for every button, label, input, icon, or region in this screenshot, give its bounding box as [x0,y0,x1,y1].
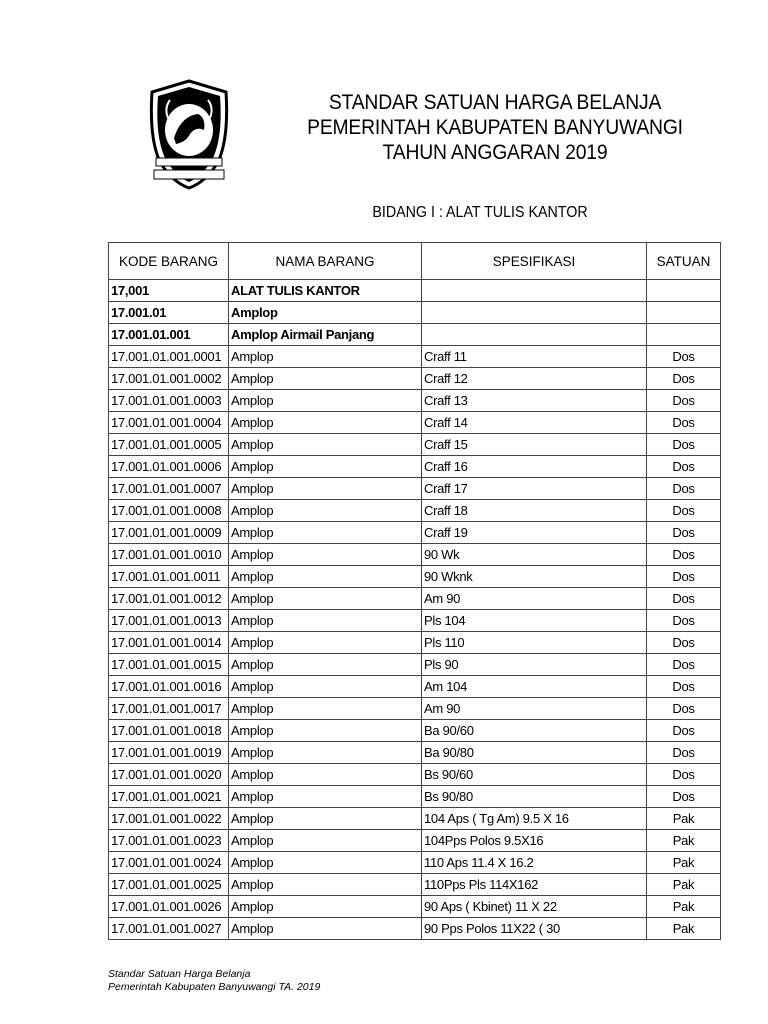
cell-code: 17.001.01.001.0014 [109,632,229,654]
cell-spec [422,280,647,302]
cell-spec: Ba 90/60 [422,720,647,742]
table-row [109,500,721,522]
cell-unit: Dos [647,500,721,522]
cell-spec: Craff 16 [422,456,647,478]
cell-code: 17.001.01.001.0010 [109,544,229,566]
cell-name: Amplop [229,874,422,896]
cell-spec: 90 Wk [422,544,647,566]
cell-name: Amplop [229,368,422,390]
cell-code: 17.001.01.001.0008 [109,500,229,522]
cell-code: 17.001.01.001.0023 [109,830,229,852]
table-row [109,720,721,742]
cell-unit: Dos [647,742,721,764]
table-row [109,742,721,764]
cell-name: Amplop [229,434,422,456]
cell-code: 17.001.01.001.0024 [109,852,229,874]
cell-spec: 104Pps Polos 9.5X16 [422,830,647,852]
cell-name: Amplop [229,852,422,874]
cell-code: 17.001.01.001.0006 [109,456,229,478]
cell-unit: Dos [647,478,721,500]
cell-unit: Dos [647,632,721,654]
cell-name: Amplop [229,654,422,676]
cell-name: Amplop [229,720,422,742]
column-header-name: NAMA BARANG [229,243,422,280]
cell-code: 17.001.01.001.0009 [109,522,229,544]
cell-code: 17.001.01 [109,302,229,324]
table-row [109,786,721,808]
cell-spec: 110 Aps 11.4 X 16.2 [422,852,647,874]
table-row [109,632,721,654]
cell-unit: Pak [647,830,721,852]
cell-code: 17.001.01.001.0017 [109,698,229,720]
table-row [109,764,721,786]
cell-unit: Dos [647,786,721,808]
cell-spec: Craff 19 [422,522,647,544]
cell-unit: Dos [647,654,721,676]
cell-spec: Craff 18 [422,500,647,522]
cell-name: Amplop [229,302,422,324]
cell-name: ALAT TULIS KANTOR [229,280,422,302]
cell-name: Amplop Airmail Panjang [229,324,422,346]
cell-unit: Dos [647,346,721,368]
document-title [270,90,720,165]
table-row [109,610,721,632]
cell-code: 17.001.01.001.0019 [109,742,229,764]
cell-name: Amplop [229,610,422,632]
table-row [109,346,721,368]
cell-code: 17,001 [109,280,229,302]
cell-name: Amplop [229,698,422,720]
table-row [109,918,721,940]
cell-unit: Pak [647,874,721,896]
cell-code: 17.001.01.001.0002 [109,368,229,390]
table-row [109,852,721,874]
table-row [109,808,721,830]
cell-code: 17.001.01.001.0013 [109,610,229,632]
cell-spec: 90 Pps Polos 11X22 ( 30 [422,918,647,940]
banyuwangi-emblem-logo [146,78,232,190]
table-row [109,896,721,918]
cell-name: Amplop [229,786,422,808]
cell-spec: Craff 11 [422,346,647,368]
cell-spec: Craff 12 [422,368,647,390]
table-row [109,434,721,456]
cell-unit: Dos [647,698,721,720]
cell-code: 17.001.01.001.0004 [109,412,229,434]
section-subtitle: BIDANG I : ALAT TULIS KANTOR [372,204,588,221]
cell-code: 17.001.01.001.0012 [109,588,229,610]
table-row [109,874,721,896]
cell-spec: Craff 15 [422,434,647,456]
price-standard-table [108,242,721,940]
table-row [109,654,721,676]
cell-code: 17.001.01.001.0011 [109,566,229,588]
column-header-code: KODE BARANG [109,243,229,280]
cell-code: 17.001.01.001.0022 [109,808,229,830]
cell-spec: Pls 104 [422,610,647,632]
cell-spec: Pls 90 [422,654,647,676]
cell-name: Amplop [229,500,422,522]
table-row [109,566,721,588]
table-row [109,412,721,434]
cell-code: 17.001.01.001.0020 [109,764,229,786]
cell-spec: Am 104 [422,676,647,698]
table-row [109,368,721,390]
table-row [109,676,721,698]
table-row [109,698,721,720]
table-row [109,302,721,324]
page-footer [108,968,320,994]
cell-name: Amplop [229,456,422,478]
cell-spec: Bs 90/60 [422,764,647,786]
title-line-2: PEMERINTAH KABUPATEN BANYUWANGI [307,116,683,139]
cell-code: 17.001.01.001.0016 [109,676,229,698]
cell-code: 17.001.01.001.0015 [109,654,229,676]
cell-unit [647,302,721,324]
cell-unit: Pak [647,808,721,830]
cell-code: 17.001.01.001.0027 [109,918,229,940]
cell-unit: Dos [647,390,721,412]
cell-spec: Bs 90/80 [422,786,647,808]
cell-code: 17.001.01.001.0007 [109,478,229,500]
cell-spec: Craff 14 [422,412,647,434]
cell-code: 17.001.01.001.0025 [109,874,229,896]
cell-code: 17.001.01.001.0021 [109,786,229,808]
cell-code: 17.001.01.001 [109,324,229,346]
cell-spec: Craff 17 [422,478,647,500]
table-row [109,478,721,500]
cell-spec: Am 90 [422,588,647,610]
cell-name: Amplop [229,346,422,368]
cell-name: Amplop [229,918,422,940]
table-row [109,588,721,610]
table-row [109,456,721,478]
cell-unit: Dos [647,368,721,390]
cell-name: Amplop [229,544,422,566]
cell-spec [422,324,647,346]
cell-unit: Pak [647,896,721,918]
cell-name: Amplop [229,478,422,500]
cell-name: Amplop [229,588,422,610]
cell-spec: Ba 90/80 [422,742,647,764]
table-header-row [109,243,721,280]
title-line-1: STANDAR SATUAN HARGA BELANJA [328,91,662,114]
cell-unit: Dos [647,588,721,610]
cell-name: Amplop [229,830,422,852]
cell-unit: Dos [647,764,721,786]
cell-unit: Dos [647,434,721,456]
cell-name: Amplop [229,742,422,764]
cell-name: Amplop [229,632,422,654]
cell-unit: Dos [647,456,721,478]
cell-code: 17.001.01.001.0005 [109,434,229,456]
title-line-3: TAHUN ANGGARAN 2019 [382,141,608,164]
cell-unit: Dos [647,412,721,434]
cell-spec: Craff 13 [422,390,647,412]
cell-spec: 110Pps Pls 114X162 [422,874,647,896]
cell-name: Amplop [229,522,422,544]
cell-unit: Pak [647,918,721,940]
cell-spec: Am 90 [422,698,647,720]
cell-spec: 90 Aps ( Kbinet) 11 X 22 [422,896,647,918]
cell-spec [422,302,647,324]
cell-unit: Dos [647,676,721,698]
cell-name: Amplop [229,808,422,830]
cell-code: 17.001.01.001.0018 [109,720,229,742]
footer-line-2: Pemerintah Kabupaten Banyuwangi TA. 2019 [108,981,321,993]
table-row [109,544,721,566]
cell-unit: Dos [647,544,721,566]
cell-name: Amplop [229,390,422,412]
cell-code: 17.001.01.001.0003 [109,390,229,412]
cell-unit [647,280,721,302]
cell-unit: Pak [647,852,721,874]
cell-name: Amplop [229,896,422,918]
cell-code: 17.001.01.001.0026 [109,896,229,918]
footer-line-1: Standar Satuan Harga Belanja [108,968,251,980]
cell-spec: 90 Wknk [422,566,647,588]
cell-spec: Pls 110 [422,632,647,654]
column-header-spec: SPESIFIKASI [422,243,647,280]
cell-spec: 104 Aps ( Tg Am) 9.5 X 16 [422,808,647,830]
table-row [109,390,721,412]
table-row [109,830,721,852]
cell-name: Amplop [229,566,422,588]
cell-name: Amplop [229,412,422,434]
table-row [109,522,721,544]
cell-unit: Dos [647,566,721,588]
cell-unit: Dos [647,522,721,544]
cell-unit [647,324,721,346]
cell-name: Amplop [229,764,422,786]
cell-unit: Dos [647,610,721,632]
table-row [109,280,721,302]
table-row [109,324,721,346]
cell-unit: Dos [647,720,721,742]
cell-code: 17.001.01.001.0001 [109,346,229,368]
column-header-unit: SATUAN [647,243,721,280]
cell-name: Amplop [229,676,422,698]
